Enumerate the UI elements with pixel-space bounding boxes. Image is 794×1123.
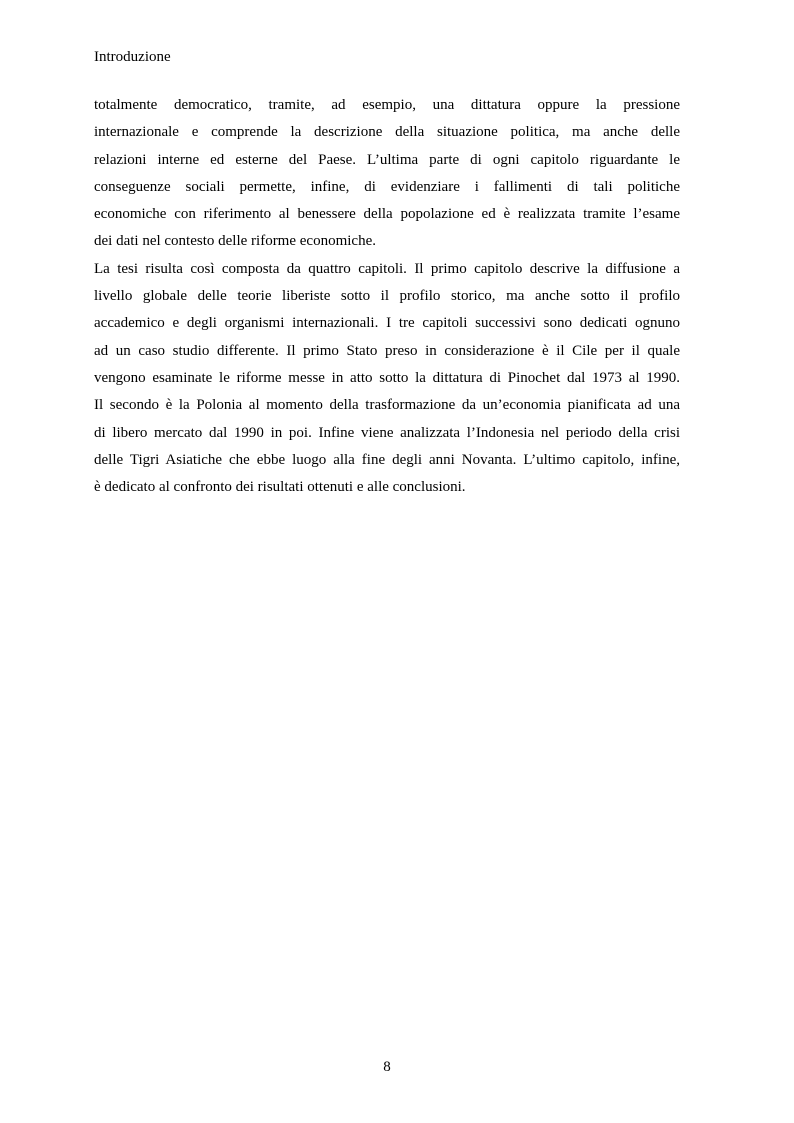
text-line: Il secondo è la Polonia al momento della trasformazione da un’economia pianificata ad una — [94, 397, 680, 414]
page-number: 8 — [383, 1059, 391, 1075]
text-line: delle Tigri Asiatiche che ebbe luogo alla fine degli anni Novanta. L’ultimo capitolo, infine, — [94, 451, 680, 468]
paragraph — [94, 256, 680, 502]
text-line: accademico e degli organismi internazionali. I tre capitoli successivi sono dedicati ognuno — [94, 315, 680, 332]
text-line: di libero mercato dal 1990 in poi. Infine viene analizzata l’Indonesia nel periodo della crisi — [94, 424, 680, 441]
text-line: dei dati nel contesto delle riforme economiche. — [94, 233, 376, 250]
text-line: conseguenze sociali permette, infine, di evidenziare i fallimenti di tali politiche — [94, 178, 680, 195]
running-header: Introduzione — [94, 49, 171, 65]
text-line: vengono esaminate le riforme messe in atto sotto la dittatura di Pinochet dal 1973 al 1990. — [94, 369, 680, 386]
text-line: internazionale e comprende la descrizione della situazione politica, ma anche delle — [94, 124, 680, 141]
text-line: ad un caso studio differente. Il primo Stato preso in considerazione è il Cile per il quale — [94, 342, 680, 359]
text-line: economiche con riferimento al benessere della popolazione ed è realizzata tramite l’esame — [94, 206, 680, 223]
text-line: relazioni interne ed esterne del Paese. L’ultima parte di ogni capitolo riguardante le — [94, 151, 680, 168]
text-line: La tesi risulta così composta da quattro capitoli. Il primo capitolo descrive la diffusione a — [94, 260, 680, 277]
text-line: totalmente democratico, tramite, ad esempio, una dittatura oppure la pressione — [94, 97, 680, 113]
text-line: livello globale delle teorie liberiste sotto il profilo storico, ma anche sotto il profilo — [94, 288, 680, 305]
text-line: è dedicato al confronto dei risultati ottenuti e alle conclusioni. — [94, 479, 466, 496]
paragraph — [94, 92, 680, 256]
body-text — [94, 92, 680, 501]
